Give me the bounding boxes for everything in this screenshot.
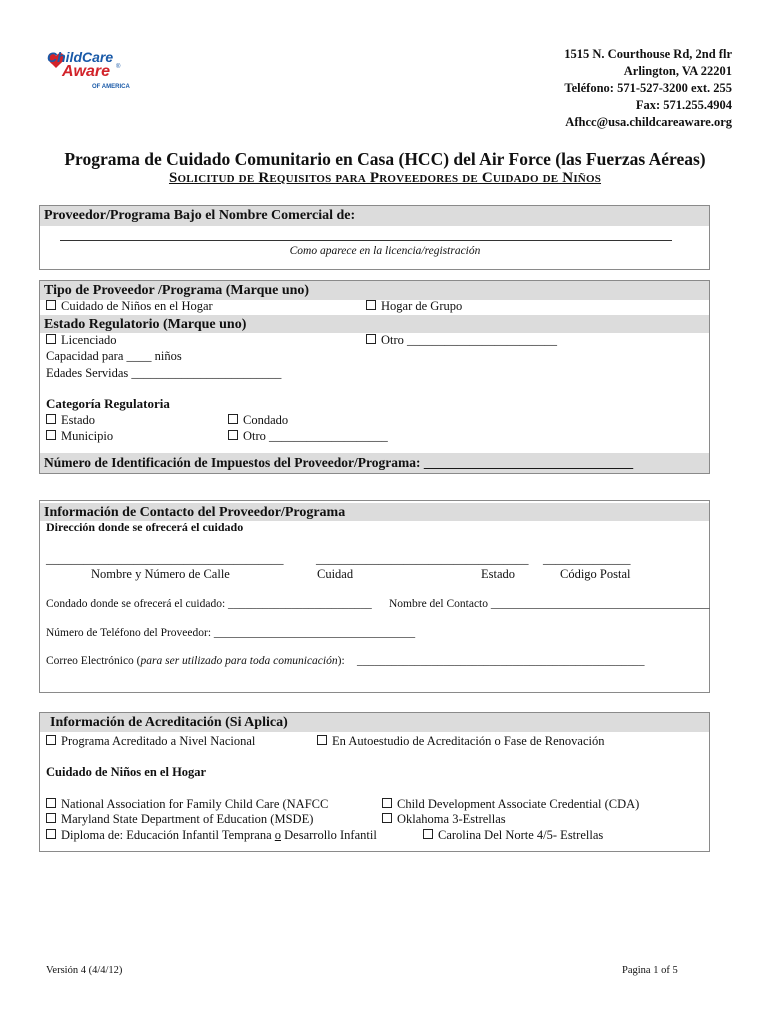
provider-name-header: Proveedor/Programa Bajo el Nombre Comercial de: [40,206,709,226]
checkbox-county[interactable] [228,413,288,428]
checkbox-state-label: Estado [61,413,96,427]
contact-header: Información de Contacto del Proveedor/Programa [40,503,709,521]
checkbox-licensed-label: Licenciado [61,333,117,347]
checkbox-group-home-label: Hogar de Grupo [381,299,463,313]
checkbox-cda-label: Child Development Associate Credential (CDA) [397,797,640,811]
checkbox-icon [46,798,56,808]
provider-type-header: Tipo de Proveedor /Programa (Marque uno) [40,281,709,300]
street-caption: Nombre y Número de Calle [91,567,230,581]
contact-name-field[interactable]: Nombre del Contacto ______________________________________ [389,598,710,610]
checkbox-state[interactable] [46,413,95,428]
checkbox-diploma-or: o [274,828,282,842]
city-caption: Cuidad [317,567,354,581]
checkbox-national-accredited[interactable] [46,734,255,749]
checkbox-icon [46,334,56,344]
capacity-field[interactable]: Capacidad para ____ niños [46,349,182,363]
checkbox-oklahoma-label: Oklahoma 3-Estrellas [397,812,506,826]
checkbox-north-carolina[interactable] [423,828,603,843]
tax-id-field[interactable]: Número de Identificación de Impuestos del Proveedor/Programa: _______________________________ [40,453,709,473]
zip-caption: Código Postal [560,567,631,581]
checkbox-icon [366,334,376,344]
home-care-label: Cuidado de Niños en el Hogar [46,765,207,779]
checkbox-icon [46,300,56,310]
checkbox-icon [46,813,56,823]
street-field[interactable]: ______________________________________ [46,552,284,566]
checkbox-county-label: Condado [243,413,289,427]
page-title: Programa de Cuidado Comunitario en Casa (HCC) del Air Force (las Fuerzas Aéreas) [64,149,706,169]
checkbox-home-care[interactable] [46,299,213,314]
ages-served-field[interactable]: Edades Servidas ________________________ [46,366,282,380]
city-field[interactable]: __________________________________ [316,552,529,566]
checkbox-icon [382,798,392,808]
address-block [564,46,732,131]
checkbox-icon [46,735,56,745]
zip-field[interactable]: ______________ [543,552,631,566]
version-footer: Versión 4 (4/4/12) [46,965,123,976]
email-label-start: Correo Electrónico ( [46,655,141,667]
checkbox-icon [317,735,327,745]
checkbox-nafcc[interactable] [46,797,328,812]
provider-name-caption: Como aparece en la licencia/registración [289,245,481,257]
provider-name-field[interactable] [60,240,672,241]
checkbox-municipality[interactable] [46,429,113,444]
checkbox-national-label: Programa Acreditado a Nivel Nacional [61,734,256,748]
checkbox-self-study-label: En Autoestudio de Acreditación o Fase de Renovación [332,734,605,748]
logo-line2: Aware [62,63,111,80]
state-caption: Estado [481,567,516,581]
address-fax: Fax: 571.255.4904 [635,98,732,112]
checkbox-msde-label: Maryland State Department of Education (MSDE) [61,812,314,826]
checkbox-diploma[interactable] [46,828,377,843]
checkbox-diploma-label-a: Diploma de: Educación Infantil Temprana [61,828,275,842]
checkbox-licensed[interactable] [46,333,117,348]
checkbox-nafcc-label: National Association for Family Child Care (NAFCC [61,797,329,811]
regulatory-category-label: Categoría Regulatoria [46,396,170,411]
email-field[interactable]: __________________________________________________ [357,655,645,667]
checkbox-other-category[interactable] [228,429,388,444]
checkbox-diploma-label-b: Desarrollo Infantil [281,828,377,842]
childcare-aware-logo [46,42,136,92]
regulatory-status-header: Estado Regulatorio (Marque uno) [40,315,709,333]
email-label-end: ): [337,655,345,667]
phone-field[interactable]: Número de Teléfono del Proveedor: ___________________________________ [46,627,416,639]
checkbox-msde[interactable] [46,812,313,827]
checkbox-other-status[interactable] [366,333,557,348]
checkbox-icon [382,813,392,823]
checkbox-icon [46,430,56,440]
checkbox-icon [46,414,56,424]
checkbox-icon [366,300,376,310]
email-label-italic: para ser utilizado para toda comunicación [140,655,338,667]
checkbox-group-home[interactable] [366,299,462,314]
page-number: Pagina 1 of 5 [622,965,678,976]
checkbox-cda[interactable] [382,797,639,812]
checkbox-oklahoma[interactable] [382,812,506,827]
logo-line1: ChildCare [47,49,114,65]
checkbox-other-category-label: Otro ___________________ [243,429,388,443]
address-phone: Teléfono: 571-527-3200 ext. 255 [564,81,732,95]
accreditation-header: Información de Acreditación (Si Aplica) [40,713,709,732]
checkbox-home-care-label: Cuidado de Niños en el Hogar [61,299,213,313]
page-subtitle: Solicitud de Requisitos para Proveedores de Cuidado de Niños [168,170,602,186]
care-address-label: Dirección donde se ofrecerá el cuidado [46,520,244,534]
checkbox-icon [228,430,238,440]
checkbox-icon [228,414,238,424]
address-email[interactable]: Afhcc@usa.childcareaware.org [565,115,732,129]
checkbox-municipality-label: Municipio [61,429,114,443]
logo-registered: ® [116,64,121,70]
address-street: 1515 N. Courthouse Rd, 2nd flr [564,47,732,61]
logo-line3: OF AMERICA [92,84,130,90]
checkbox-nc-label: Carolina Del Norte 4/5- Estrellas [438,828,604,842]
checkbox-icon [423,829,433,839]
checkbox-icon [46,829,56,839]
email-label [46,654,345,669]
county-field[interactable]: Condado donde se ofrecerá el cuidado: _________________________ [46,598,372,610]
checkbox-other-status-label: Otro ________________________ [381,333,558,347]
address-city: Arlington, VA 22201 [623,64,732,78]
checkbox-self-study[interactable] [317,734,605,749]
